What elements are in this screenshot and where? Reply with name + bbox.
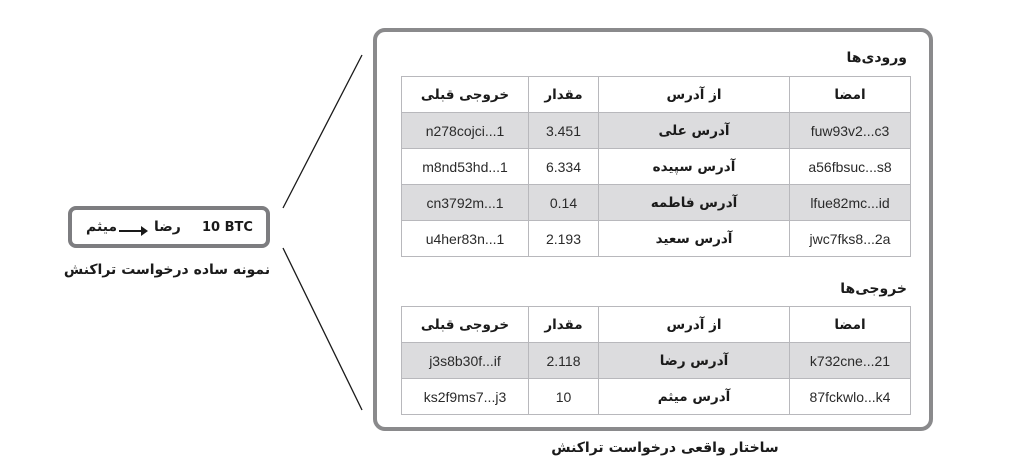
output-row [402, 379, 911, 415]
simple-transaction-box [68, 206, 270, 248]
input-row [402, 221, 911, 257]
input-previous-output: u4her83n...1 [402, 221, 529, 257]
output-amount: 10 [529, 379, 599, 415]
simple-recipient: رضا [154, 219, 181, 235]
simple-sender: میثم [86, 219, 118, 235]
arrow-right-icon [119, 230, 142, 232]
input-amount: 3.451 [529, 113, 599, 149]
output-previous-output: j3s8b30f...if [402, 343, 529, 379]
inputs-header-row [402, 77, 911, 113]
inputs-table [401, 76, 911, 257]
connector-line-top [283, 55, 362, 208]
input-address: آدرس فاطمه [599, 185, 790, 221]
output-previous-output: ks2f9ms7...j3 [402, 379, 529, 415]
input-signature: a56fbsuc...s8 [790, 149, 911, 185]
input-signature: jwc7fks8...2a [790, 221, 911, 257]
input-signature: fuw93v2...c3 [790, 113, 911, 149]
header-signature: امضا [790, 307, 911, 343]
output-row [402, 343, 911, 379]
connector-line-bottom [283, 248, 362, 410]
input-signature: lfue82mc...id [790, 185, 911, 221]
input-address: آدرس سپیده [599, 149, 790, 185]
header-from-address: از آدرس [599, 77, 790, 113]
input-row [402, 149, 911, 185]
actual-transaction-caption: ساختار واقعی درخواست تراکنش [551, 440, 779, 456]
input-previous-output: cn3792m...1 [402, 185, 529, 221]
inputs-title: ورودی‌ها [846, 50, 907, 66]
outputs-header-row [402, 307, 911, 343]
output-signature: 87fckwlo...k4 [790, 379, 911, 415]
input-previous-output: m8nd53hd...1 [402, 149, 529, 185]
outputs-title: خروجی‌ها [840, 281, 907, 297]
header-from-address: از آدرس [599, 307, 790, 343]
simple-amount: 10 BTC [202, 220, 253, 235]
output-address: آدرس میثم [599, 379, 790, 415]
input-amount: 0.14 [529, 185, 599, 221]
simple-transaction-caption: نمونه ساده درخواست تراکنش [63, 262, 271, 278]
input-address: آدرس سعید [599, 221, 790, 257]
header-amount: مقدار [529, 307, 599, 343]
output-address: آدرس رضا [599, 343, 790, 379]
header-signature: امضا [790, 77, 911, 113]
output-signature: k732cne...21 [790, 343, 911, 379]
header-previous-output: خروجی قبلی [402, 77, 529, 113]
input-row [402, 113, 911, 149]
header-previous-output: خروجی قبلی [402, 307, 529, 343]
outputs-table [401, 306, 911, 415]
input-row [402, 185, 911, 221]
output-amount: 2.118 [529, 343, 599, 379]
header-amount: مقدار [529, 77, 599, 113]
input-amount: 2.193 [529, 221, 599, 257]
input-previous-output: n278cojci...1 [402, 113, 529, 149]
input-address: آدرس علی [599, 113, 790, 149]
input-amount: 6.334 [529, 149, 599, 185]
